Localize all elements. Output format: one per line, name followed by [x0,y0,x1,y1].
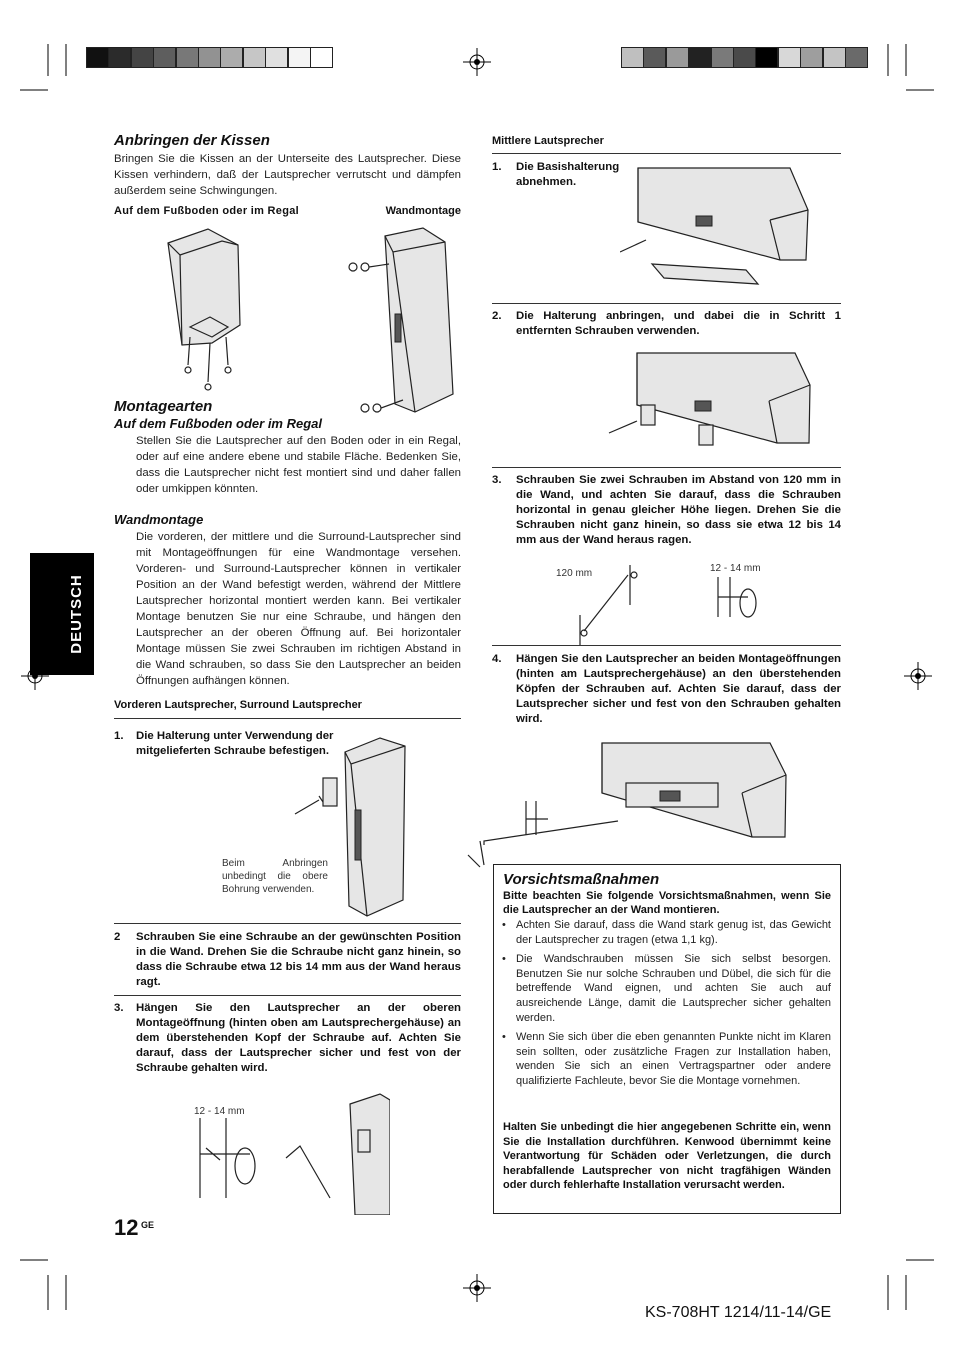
divider [114,995,461,996]
label-floor: Auf dem Fußboden oder im Regal [114,205,300,217]
caution-title: Vorsichtsmaßnahmen [503,871,660,888]
color-swatch [643,47,666,68]
kissen-body: Bringen Sie die Kissen an der Unterseite des Lautsprecher. Diese Kissen verhindern, daß der Lautsprecher verrutscht und dämpfen außerdem seine Schwingungen. [114,153,461,197]
figure-front-wall-hang [190,1090,390,1215]
front-step2: Schrauben Sie eine Schraube an der gewünschten Position in die Wand. Drehen Sie die Schraube nicht ganz hinein, so dass die Schraube etwa 12 bis 14 mm aus der Wand heraus ragt. [136,931,461,988]
color-swatch [198,47,221,68]
color-swatch [733,47,756,68]
step-number: 2. [492,310,502,322]
subtitle-wall: Wandmontage [114,512,204,527]
subtitle-floor: Auf dem Fußboden oder im Regal [114,416,323,431]
step-number: 3. [492,474,502,486]
step-number: 4. [492,653,502,665]
color-swatch [800,47,823,68]
color-swatch [845,47,868,68]
color-swatch [823,47,846,68]
center-step3: Schrauben Sie zwei Schrauben im Abstand von 120 mm in die Wand, und achten Sie darauf, dass die Schrauben horizontal in genau gleicher Höhe liegen. Drehen Sie die Schrauben nicht ganz hinein, so dass sie etwa 12 bis 14 mm aus der Wand heraus ragen. [516,474,841,546]
model-footer: KS-708HT 1214/11-14/GE [645,1304,832,1321]
color-swatch [108,47,131,68]
color-swatch [131,47,154,68]
step-number: 3. [114,1002,124,1014]
color-swatch [86,47,109,68]
figure-center-attach-bracket [605,345,820,450]
caution-bullet: • Wenn Sie sich über die eben genannten Punkte nicht im Klaren sein sollten, oder zusätzliche Fragen zur Installation haben, wenden Sie sich an einen Vertragspartner oder andere qualifizierte Fachleute, bevor Sie die Montage vornehmen. [494,1030,831,1088]
montagearten-floor-body: Stellen Sie die Lautsprecher auf den Boden oder in ein Regal, oder auf eine andere ebene und stabile Fläche. Bedenken Sie, dass die Lautsprecher nicht fest montiert sind und daher fallen oder umkippen könnten. [136,435,461,495]
divider [114,923,461,924]
color-swatch [621,47,644,68]
montagearten-wall-body: Die vorderen, der mittlere und die Surround-Lautsprecher sind mit Montageöffnungen für eine Wandmontage versehen. Vorderen- und Surround-Lautsprecher können in vertikaler Position an der Wand befestigt werden, während der Mittlere Lautsprecher horizontal montiert werden kann. Bei vertikaler Montage benutzen Sie nur eine Schraube, und hängen den Lautsprecher an der oberen Öffnung auf. Bei horizontaler Montage müssen Sie zwei Schrauben im richtigen Abstand in die Wand schrauben, so dass Sie den Lautsprecher an beiden Öffnungen aufhängen können. [136,531,461,687]
caution-bullet: • Achten Sie darauf, dass die Wand stark genug ist, das Gewicht der Lautsprecher zu tragen (etwa 1,1 kg). [494,918,831,947]
color-swatch [153,47,176,68]
page-number: 12 [114,1215,139,1240]
front-step1: Die Halterung unter Verwendung der mitgelieferten Schraube befestigen. [136,730,334,757]
color-swatch [220,47,243,68]
label-wall: Wandmontage [385,205,461,217]
figure-center-screws [570,555,770,650]
dim-label: 120 mm [556,568,593,579]
front-speakers-title: Vorderen Lautsprecher, Surround Lautsprecher [114,699,362,711]
divider [492,303,841,304]
color-swatch [755,47,778,68]
color-swatch [288,47,311,68]
center-step2: Die Halterung anbringen, und dabei die in Schritt 1 entfernten Schrauben verwenden. [516,310,841,337]
front-step3: Hängen Sie den Lautsprecher an der oberen Montageöffnung (hinten oben am Lautsprechergehäuse) an dem überstehenden Kopf der Schraube auf. Achten Sie darauf, dass der Lautsprecher sicher und fest von der Schraube gehalten wird. [136,1002,461,1074]
color-swatch [265,47,288,68]
color-swatch [711,47,734,68]
color-swatch [666,47,689,68]
figure-wall-cushions [345,224,465,419]
front-note: Beim Anbringen unbedingt die obere Bohrung verwenden. [222,858,328,895]
page-suffix: GE [141,1220,155,1230]
color-swatch [176,47,199,68]
color-swatch [778,47,801,68]
section-title-montagearten: Montagearten [114,398,213,415]
color-swatch [243,47,266,68]
caution-outro: Halten Sie unbedingt die hier angegebenen Schritte ein, wenn Sie die Installation durchführen. Kenwood übernimmt keine Verantwortung für Schäden oder Verletzungen, die durch herabfallende Lautsprecher von nicht tragfähigen Wänden oder durch fehlerhafte Installation verursacht werden. [503,1121,831,1192]
language-tab-label: DEUTSCH [68,574,85,654]
divider [114,718,461,719]
caution-intro: Bitte beachten Sie folgende Vorsichtsmaßnahmen, wenn Sie die Lautsprecher an der Wand montieren. [503,890,831,916]
divider [492,467,841,468]
step-number: 1. [114,730,124,742]
dim-label: 12 - 14 mm [194,1106,245,1117]
divider [492,645,841,646]
step-number: 1. [492,161,502,173]
color-swatch [310,47,333,68]
divider [492,153,841,154]
section-title-kissen: Anbringen der Kissen [114,132,270,149]
step-number: 2 [114,931,121,943]
center-step1: Die Basishalterung abnehmen. [516,161,620,188]
color-swatch [688,47,711,68]
figure-center-remove-base [620,160,820,295]
dim-label: 12 - 14 mm [710,563,761,574]
caution-bullet: • Die Wandschrauben müssen Sie sich selbst besorgen. Benutzen Sie nur solche Schrauben und Dübel, die sich für die betreffende Wand eignen, und achten Sie auch auf ausreichende Länge, damit die Lautsprecher sicher gehalten werden. [494,952,831,1025]
center-step4: Hängen Sie den Lautsprecher an beiden Montageöffnungen (hinten am Lautsprechergehäuse) an den überstehenden Köpfen der Schrauben auf. Achten Sie darauf, dass der Lautsprecher sicher und fest von den Schrauben gehalten wird. [516,653,841,725]
caution-list [494,918,831,1094]
figure-center-wall-hang [440,735,825,880]
center-speaker-title: Mittlere Lautsprecher [492,135,604,147]
figure-floor-cushions [160,225,250,395]
